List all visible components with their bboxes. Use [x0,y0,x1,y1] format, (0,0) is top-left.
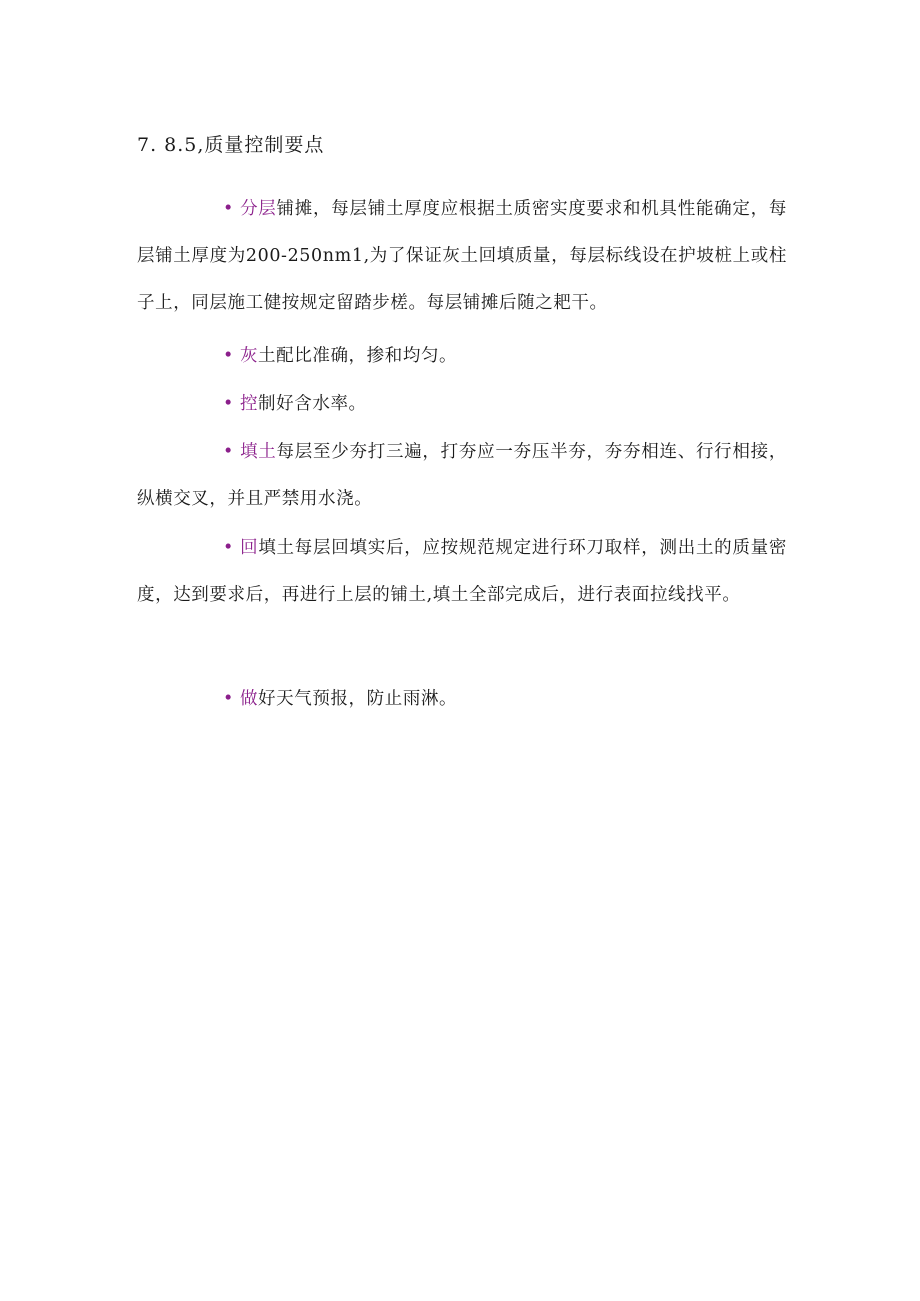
bullet-marker: • [223,442,234,462]
item-body-text: 好天气预报，防止雨淋。 [258,689,458,709]
bullet-marker: • [223,346,234,366]
list-item-weather [137,676,787,723]
item-body-text: 制好含水率。 [258,394,367,414]
item-lead-text: 做 [239,689,259,709]
section-heading: 7. 8.5,质量控制要点 [137,134,325,156]
item-lead-text: 分层 [239,199,277,219]
item-body-text: 土配比准确，掺和均匀。 [258,346,458,366]
list-item-layering [137,186,787,327]
list-item-sampling [137,525,787,619]
item-lead-text: 灰 [239,346,259,366]
bullet-marker: • [223,689,234,709]
bullet-marker: • [223,394,234,414]
list-item-tamping [137,429,787,523]
list-item-moisture [137,381,787,428]
item-lead-text: 回 [239,538,259,558]
bullet-marker: • [223,199,234,219]
bullet-marker: • [223,538,234,558]
list-item-mix-ratio [137,333,787,380]
item-body-text: 填土每层回填实后，应按规范规定进行环刀取样，测出土的质量密度，达到要求后，再进行上层的铺土,填土全部完成后，进行表面拉线找平。 [137,538,787,605]
item-lead-text: 控 [239,394,259,414]
item-body-text: 每层至少夯打三遍，打夯应一夯压半夯，夯夯相连、行行相接，纵横交叉，并且严禁用水浇。 [137,442,787,509]
item-lead-text: 填土 [239,442,277,462]
item-body-text: 铺摊，每层铺土厚度应根据土质密实度要求和机具性能确定，每层铺土厚度为200-250nm1,为了保证灰土回填质量，每层标线设在护坡桩上或柱子上，同层施工健按规定留踏步槎。每层铺摊后随之耙干。 [137,199,787,313]
